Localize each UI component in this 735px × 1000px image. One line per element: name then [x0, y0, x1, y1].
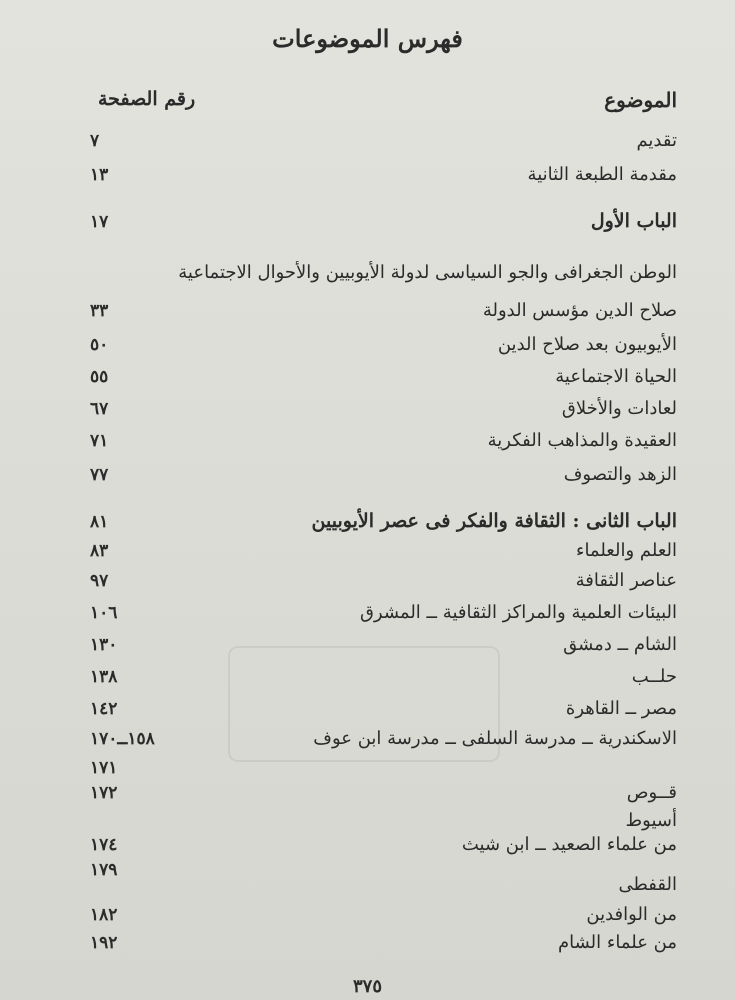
toc-row [90, 210, 677, 240]
toc-row [90, 904, 677, 934]
toc-entry-page: ١٧١ [90, 758, 118, 778]
toc-entry-title: القفطى [618, 874, 677, 895]
toc-row [90, 430, 677, 460]
toc-entry-title: الاسكندرية ــ مدرسة السلفى ــ مدرسة ابن عوف [313, 728, 677, 749]
toc-entry-title: العلم والعلماء [575, 540, 677, 561]
toc-entry-page: ١٠٦ [90, 603, 118, 623]
toc-entry-title: عناصر الثقافة [575, 570, 677, 591]
toc-entry-page: ٧١ [90, 431, 109, 451]
toc-entry-title: من علماء الشام [557, 932, 677, 953]
toc-entry-page: ٩٧ [90, 571, 109, 591]
toc-row [90, 874, 677, 904]
toc-row [90, 698, 677, 728]
toc-entry-page: ٥٠ [90, 335, 109, 355]
toc-entry-title: الأيوبيون بعد صلاح الدين [497, 334, 677, 355]
toc-row [90, 540, 677, 570]
toc-entry-page: ١٧٩ [90, 860, 118, 880]
toc-row [90, 728, 677, 758]
toc-entry-title: الشام ــ دمشق [563, 634, 677, 655]
toc-entry-title: العقيدة والمذاهب الفكرية [487, 430, 677, 451]
toc-entry-page: ١٩٢ [90, 933, 118, 953]
toc-entry-title: تقديم [636, 130, 677, 151]
toc-entry-title: مصر ــ القاهرة [565, 698, 677, 719]
toc-entry-title: من الوافدين [586, 904, 677, 925]
page-column-header: رقم الصفحة [98, 88, 196, 110]
toc-entry-page: ١٣ [90, 165, 109, 185]
toc-entry-page: ٧٧ [90, 465, 109, 485]
toc-row [90, 634, 677, 664]
toc-row [90, 510, 677, 540]
toc-entry-title: من علماء الصعيد ــ ابن شيث [461, 834, 677, 855]
toc-row [90, 782, 677, 812]
toc-entry-page: ٨١ [90, 512, 109, 532]
toc-entry-title: الوطن الجغرافى والجو السياسى لدولة الأيوبيين والأحوال الاجتماعية [178, 262, 677, 283]
toc-entry-title: صلاح الدين مؤسس الدولة [482, 300, 677, 321]
toc-row [90, 398, 677, 428]
toc-entry-page: ٣٣ [90, 301, 109, 321]
toc-entry-page: ٦٧ [90, 399, 109, 419]
toc-entry-title: أسيوط [625, 810, 677, 831]
toc-entry-title: الزهد والتصوف [563, 464, 677, 485]
toc-entry-page: ١٧٤ [90, 835, 118, 855]
toc-entry-page: ١٣٨ [90, 667, 118, 687]
toc-entry-page: ٧ [90, 131, 100, 151]
toc-row [90, 602, 677, 632]
toc-entry-page: ١٧ [90, 212, 109, 232]
toc-entry-title: الحياة الاجتماعية [555, 366, 677, 387]
toc-entry-title: حلــب [631, 666, 677, 687]
toc-entry-page: ١٣٠ [90, 635, 118, 655]
toc-entry-title: قــوص [626, 782, 677, 803]
toc-row [90, 366, 677, 396]
toc-row [90, 464, 677, 494]
toc-entry-title: الباب الثانى : الثقافة والفكر فى عصر الأيوبيين [311, 510, 677, 532]
toc-row [90, 300, 677, 330]
toc-entry-page: ٨٣ [90, 541, 109, 561]
toc-row [90, 932, 677, 962]
topic-column-header: الموضوع [604, 88, 677, 112]
toc-entry-title: البيئات العلمية والمراكز الثقافية ــ المشرق [359, 602, 677, 623]
toc-row [90, 164, 677, 194]
toc-entry-page: ١٤٢ [90, 699, 118, 719]
toc-row [90, 666, 677, 696]
page-title: فهرس الموضوعات [272, 24, 463, 53]
toc-row [90, 570, 677, 600]
toc-entry-title: لعادات والأخلاق [561, 398, 677, 419]
toc-row [90, 334, 677, 364]
toc-entry-title: مقدمة الطبعة الثانية [527, 164, 677, 185]
toc-entry-page: ١٧٢ [90, 783, 118, 803]
toc-entry-page: ٥٥ [90, 367, 109, 387]
toc-entry-page: ١٨٢ [90, 905, 118, 925]
toc-entry-page: ١٥٨ــ١٧٠ [90, 729, 155, 749]
footer-page-number: ٣٧٥ [352, 976, 382, 997]
toc-row [90, 262, 677, 292]
toc-entry-title: الباب الأول [590, 210, 677, 232]
toc-row [90, 130, 677, 160]
